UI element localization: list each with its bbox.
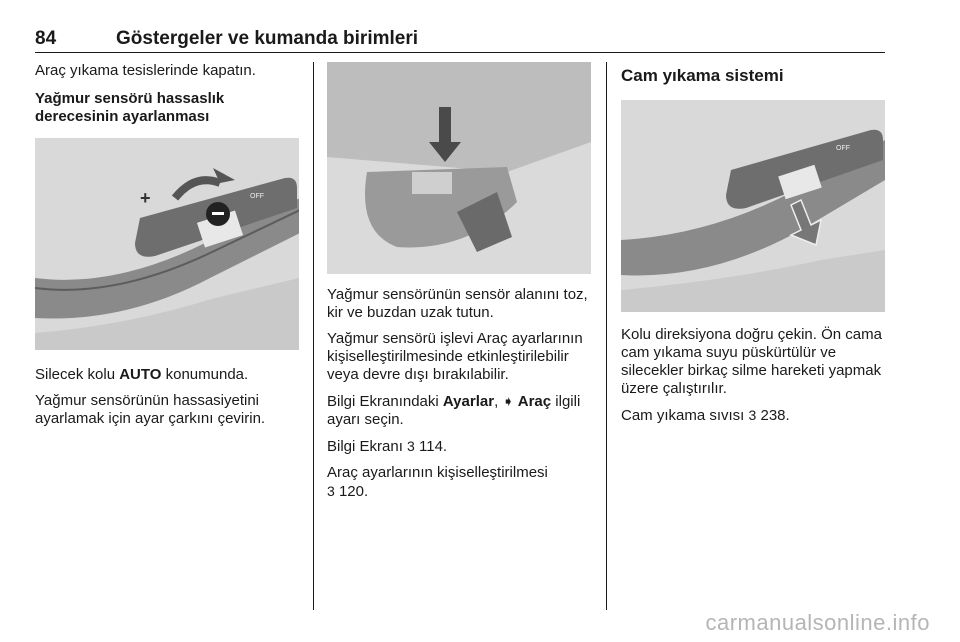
washer-fluid-reference[interactable]: Cam yıkama sıvısı 3 238.	[621, 407, 790, 424]
settings-instruction-text: Bilgi Ekranındaki Ayarlar, ➧ Araç ilgili ayarı seçin.	[327, 393, 581, 428]
page-number: 84	[35, 28, 57, 49]
page-header	[35, 28, 885, 53]
watermark-text: carmanualsonline.info	[705, 610, 930, 635]
column-1	[35, 62, 301, 436]
svg-text:OFF: OFF	[250, 193, 264, 200]
keep-sensor-clean-text: Yağmur sensörünün sensör alanını toz, kir ve buzdan uzak tutun.	[327, 286, 588, 321]
column-2	[327, 62, 593, 509]
page-reference-icon: 3	[748, 407, 757, 423]
page-reference-icon: 3	[327, 483, 335, 499]
page-title: Göstergeler ve kumanda birimleri	[116, 28, 419, 49]
intro-text: Araç yıkama tesislerinde kapatın.	[35, 62, 256, 79]
rain-sensor-function-text: Yağmur sensörü işlevi Araç ayarlarının kişiselleştirilmesinde etkinleştirilebilir veya devre dışı bırakılabilir.	[327, 330, 583, 383]
windscreen-washer-illustration	[621, 100, 885, 312]
svg-text:+: +	[140, 188, 151, 208]
info-display-reference[interactable]: Bilgi Ekranı 3 114.	[327, 438, 448, 455]
vehicle-personalisation-reference[interactable]: Araç ayarlarının kişiselleştirilmesi 3 120.	[327, 464, 548, 500]
column-divider	[313, 62, 314, 610]
washer-operation-text: Kolu direksiyona doğru çekin. Ön cama cam yıkama suyu püskürtülür ve silecekler birkaç silme hareketi yapmak üzere çalıştırılır.	[621, 326, 882, 397]
svg-text:OFF: OFF	[836, 145, 850, 152]
column-3	[621, 62, 887, 433]
section-title: Cam yıkama sistemi	[621, 66, 784, 85]
auto-position-text: Silecek kolu AUTO konumunda.	[35, 366, 249, 383]
section-subheading: Yağmur sensörü hassaslık derecesinin ayarlanması	[35, 90, 225, 125]
column-divider	[606, 62, 607, 610]
page-reference-icon: 3	[407, 438, 415, 454]
rain-sensor-illustration	[327, 62, 591, 274]
wiper-stalk-sensitivity-illustration	[35, 138, 299, 350]
adjust-wheel-text: Yağmur sensörünün hassasiyetini ayarlamak için ayar çarkını çevirin.	[35, 392, 266, 427]
